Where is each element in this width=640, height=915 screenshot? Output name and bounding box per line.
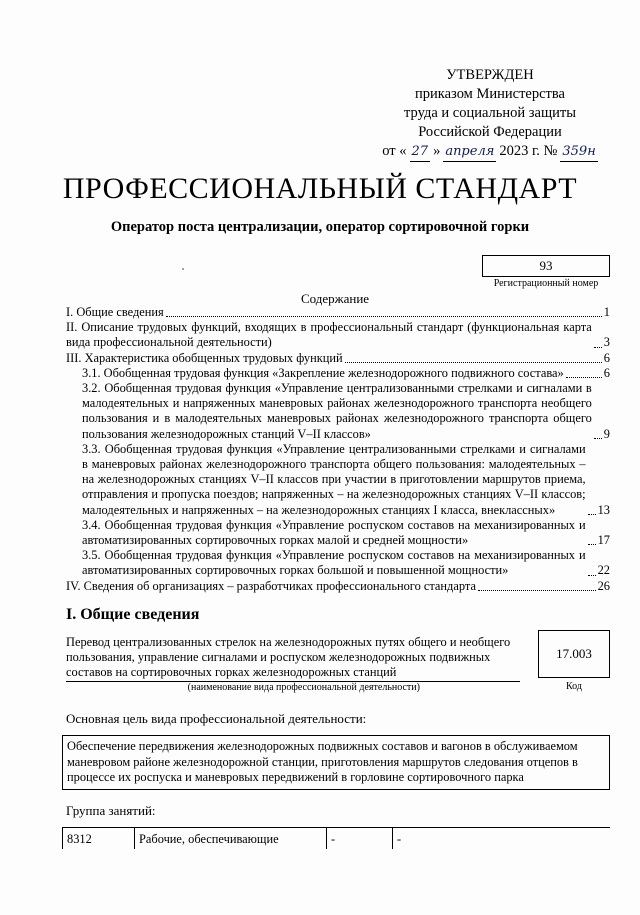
occupation-name2-cell: - xyxy=(397,832,402,846)
toc-item-page: 6 xyxy=(603,350,610,365)
registration-number-box: 93 xyxy=(482,255,610,277)
goal-label: Основная цель вида профессиональной деятельности: xyxy=(66,711,367,726)
toc-leader-dots xyxy=(594,347,602,348)
approval-line-4: Российской Федерации xyxy=(418,124,562,140)
toc-leader-dots xyxy=(588,575,596,576)
document-subtitle: Оператор поста централизации, оператор сортировочной горки xyxy=(110,219,530,235)
toc-leader-dots xyxy=(594,438,602,439)
toc-item[interactable] xyxy=(66,366,610,381)
activity-kind-name: Перевод централизованных стрелок на железнодорожных путях общего и необщего пользования, управление сигналами и роспуском железнодорожных подвижных составов на сортировочных горках железнодорожных станций xyxy=(66,635,520,682)
approval-order-line xyxy=(372,142,608,162)
toc-leader-dots xyxy=(478,590,596,591)
order-from: от « xyxy=(382,143,407,159)
toc-item-title: 3.3. Обобщенная трудовая функция «Управление централизованными стрелками и сигналами в маневровых районах железнодорожного транспорта общего пользования: малодеятельных – на железнодорожных станциях V–II классов при участии в приготовлении маршрутов приема, отправления и пропуска поездов; напряженных – на железнодорожных станциях V–II классов; малодеятельных и напряженных – на железнодорожных станциях I класса, внеклассных» xyxy=(82,441,586,517)
document-title: ПРОФЕССИОНАЛЬНЫЙ СТАНДАРТ xyxy=(62,172,578,205)
order-quote: » xyxy=(433,143,441,159)
toc-item[interactable] xyxy=(66,518,610,548)
activity-code-box: 17.003 xyxy=(538,630,610,678)
toc-item[interactable] xyxy=(66,579,610,594)
toc-item-title: II. Описание трудовых функций, входящих в профессиональный стандарт (функциональная карта вида профессиональной деятельности) xyxy=(66,320,592,350)
occupation-group-label: Группа занятий: xyxy=(66,803,156,818)
toc-leader-dots xyxy=(588,514,596,515)
toc-item-page: 1 xyxy=(603,305,610,319)
toc-item-title: IV. Сведения об организациях – разработчиках профессионального стандарта xyxy=(66,578,476,593)
toc-item-title: 3.1. Обобщенная трудовая функция «Закрепление железнодорожного подвижного состава» xyxy=(82,365,564,380)
contents-heading: Содержание xyxy=(300,291,370,306)
toc-item-page: 13 xyxy=(597,502,610,517)
toc-item-title: 3.5. Обобщенная трудовая функция «Управление роспуском составов на механизированных и автоматизированных сортировочных горках большой и повышенной мощности» xyxy=(82,548,586,578)
toc-item-page: 3 xyxy=(603,335,610,350)
order-year: 2023 г. № xyxy=(499,143,558,159)
toc-item[interactable] xyxy=(66,351,610,366)
section-title: I. Общие сведения xyxy=(66,606,200,623)
approval-line-1: УТВЕРЖДЕН xyxy=(446,67,534,83)
occupation-name-cell: Рабочие, обеспечивающие xyxy=(135,828,327,849)
toc-item-page: 6 xyxy=(603,365,610,380)
approval-block xyxy=(372,66,608,162)
occupation-code-cell: 8312 xyxy=(63,828,135,849)
toc-item-page: 26 xyxy=(597,578,610,593)
registration-number-label: Регистрационный номер xyxy=(493,278,599,289)
toc-leader-dots xyxy=(166,316,602,317)
toc-item-title: 3.4. Обобщенная трудовая функция «Управление роспуском составов на механизированных и автоматизированных сортировочных горках малой и средней мощности» xyxy=(82,517,586,548)
toc-item-title: I. Общие сведения xyxy=(66,305,164,319)
approval-line-2: приказом Министерства xyxy=(415,86,565,102)
occupation-code2-cell: - xyxy=(327,828,393,849)
toc-item[interactable] xyxy=(66,548,610,578)
scan-speck xyxy=(182,268,184,270)
toc-item[interactable] xyxy=(66,442,610,518)
toc-item[interactable] xyxy=(66,381,610,442)
toc-leader-dots xyxy=(588,544,596,545)
toc-item-title: III. Характеристика обобщенных трудовых функций xyxy=(66,350,343,365)
order-number: 359н xyxy=(560,142,597,162)
activity-kind-caption: (наименование вида профессиональной деятельности) xyxy=(187,682,420,693)
toc-item[interactable] xyxy=(66,320,610,350)
toc-item-page: 9 xyxy=(603,426,610,441)
toc-leader-dots xyxy=(345,362,602,363)
toc-item-title: 3.2. Обобщенная трудовая функция «Управление централизованными стрелками и сигналами в малодеятельных и напряженных маневровых районах железнодорожного транспорта необщего пользования и в малодеятельных маневровых районах железнодорожного транспорта общего пользования железнодорожных станций V–II классов» xyxy=(82,381,592,441)
toc-leader-dots xyxy=(566,377,602,378)
order-day: 27 xyxy=(410,142,431,162)
toc-item[interactable] xyxy=(66,305,610,320)
order-month: апреля xyxy=(443,142,496,162)
toc-item-page: 17 xyxy=(597,533,610,548)
occupation-group-table xyxy=(62,827,610,849)
toc-item-page: 22 xyxy=(597,563,610,578)
activity-code-label: Код xyxy=(566,681,582,692)
table-of-contents xyxy=(66,305,610,594)
goal-text: Обеспечение передвижения железнодорожных подвижных составов и вагонов в обслуживаемом маневровом районе железнодорожной станции, приготовления маршрутов следования отцепов в процессе их роспуска и маневровых передвижений в горловине сортировочного парка xyxy=(62,735,610,790)
approval-line-3: труда и социальной защиты xyxy=(404,105,576,121)
